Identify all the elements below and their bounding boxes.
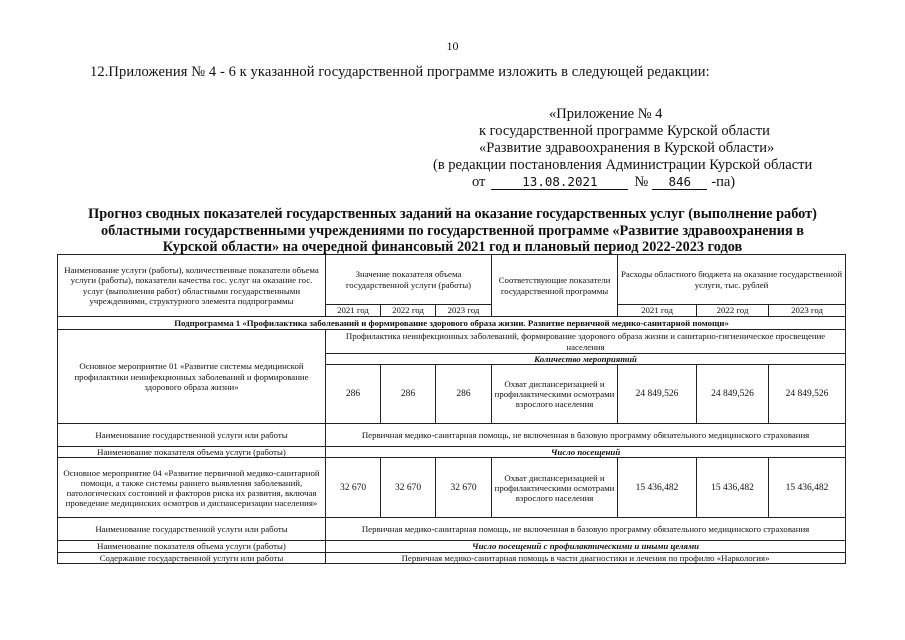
expense-cell: 24 849,526 [618, 365, 697, 424]
measure-value: Число посещений с профилактическими и иными целями [326, 541, 846, 552]
appendix-line-3: «Развитие здравоохранения в Курской области» [479, 140, 775, 156]
year-header: 2022 год [381, 305, 436, 317]
table-row [58, 458, 846, 518]
table-row [58, 552, 846, 563]
table-row [58, 518, 846, 541]
appendix-line-4: (в редакции постановления Администрации Курской области [433, 157, 813, 173]
expense-cell: 15 436,482 [618, 458, 697, 518]
title-line-1: Прогноз сводных показателей государственных заданий на оказание государственных услуг (выполнение работ) [88, 206, 817, 222]
activity-01: Основное мероприятие 01 «Развитие системы медицинской профилактики неинфекционных заболеваний и формирование здорового образа жизни» [58, 330, 326, 424]
header-indicators-column: Соответствующие показатели государственной программы [492, 255, 618, 317]
expense-cell: 24 849,526 [697, 365, 769, 424]
service-value: Первичная медико-санитарная помощь, не включенная в базовую программу обязательного медицинского страхования [326, 424, 846, 447]
content-value: Первичная медико-санитарная помощь в части диагностики и лечения по профилю «Наркология» [326, 552, 846, 563]
content-label: Содержание государственной услуги или работы [58, 552, 326, 563]
table-row [58, 541, 846, 552]
decree-number: 846 [652, 174, 707, 190]
year-header: 2023 год [769, 305, 846, 317]
service-value: Первичная медико-санитарная помощь, не включенная в базовую программу обязательного медицинского страхования [326, 518, 846, 541]
table-header-row [58, 255, 846, 305]
service-label: Наименование государственной услуги или работы [58, 518, 326, 541]
expense-cell: 24 849,526 [769, 365, 846, 424]
year-header: 2023 год [436, 305, 492, 317]
decree-date: 13.08.2021 [491, 174, 628, 190]
title-line-2: областными государственными учреждениями по государственной программе «Развитие здравоохранения в [100, 222, 805, 239]
intro-paragraph: 12.Приложения № 4 - 6 к указанной государственной программе изложить в следующей редакции: [90, 64, 710, 80]
value-cell: 286 [326, 365, 381, 424]
indicator-cell: Охват диспансеризацией и профилактическими осмотрами взрослого населения [492, 365, 618, 424]
measure-label: Наименование показателя объема услуги (работы) [58, 541, 326, 552]
measure-value: Число посещений [326, 447, 846, 458]
expense-cell: 15 436,482 [697, 458, 769, 518]
year-header: 2022 год [697, 305, 769, 317]
from-label: от [472, 174, 486, 190]
header-name-column: Наименование услуги (работы), количественные показатели объема услуги (работы), показатели качества гос. услуг на оказание гос. услуг (выполнения работ) областными государственными учреждениями, структурного элемента подпрограммы [58, 255, 326, 317]
work-title: Профилактика неинфекционных заболеваний, формирование здорового образа жизни и санитарно-гигиеническое просвещение населения [326, 330, 846, 354]
table-row [58, 330, 846, 354]
title-line-3: Курской области» на очередной финансовый 2021 год и плановый период 2022-2023 годов [162, 239, 743, 255]
forecast-table [57, 254, 846, 564]
number-label: № [634, 174, 649, 190]
table-row [58, 424, 846, 447]
service-label: Наименование государственной услуги или работы [58, 424, 326, 447]
appendix-date-line [472, 174, 735, 192]
header-expenses-column: Расходы областного бюджета на оказание государственной услуги, тыс. рублей [618, 255, 846, 305]
value-cell: 32 670 [436, 458, 492, 518]
year-header: 2021 год [326, 305, 381, 317]
activity-04: Основное мероприятие 04 «Развитие первичной медико-санитарной помощи, а также системы раннего выявления заболеваний, патологических состояний и факторов риска их развития, включая проведение медицинских осмотров и диспансеризации населения» [58, 458, 326, 518]
indicator-cell: Охват диспансеризацией и профилактическими осмотрами взрослого населения [492, 458, 618, 518]
value-cell: 32 670 [381, 458, 436, 518]
value-cell: 286 [436, 365, 492, 424]
appendix-line-2: к государственной программе Курской области [479, 123, 770, 139]
appendix-line-1: «Приложение № 4 [549, 106, 663, 122]
table-row [58, 447, 846, 458]
subprogram-row [58, 317, 846, 330]
year-header: 2021 год [618, 305, 697, 317]
value-cell: 32 670 [326, 458, 381, 518]
expense-cell: 15 436,482 [769, 458, 846, 518]
value-cell: 286 [381, 365, 436, 424]
measure-label: Наименование показателя объема услуги (работы) [58, 447, 326, 458]
document-title [40, 206, 865, 256]
subprogram-title: Подпрограмма 1 «Профилактика заболеваний и формирование здорового образа жизни. Развитие первичной медико-санитарной помощи» [58, 317, 846, 330]
header-value-column: Значение показателя объема государственной услуги (работы) [326, 255, 492, 305]
page-number: 10 [446, 39, 459, 53]
number-suffix: -па) [711, 174, 736, 190]
measure-name: Количество мероприятий [326, 354, 846, 365]
